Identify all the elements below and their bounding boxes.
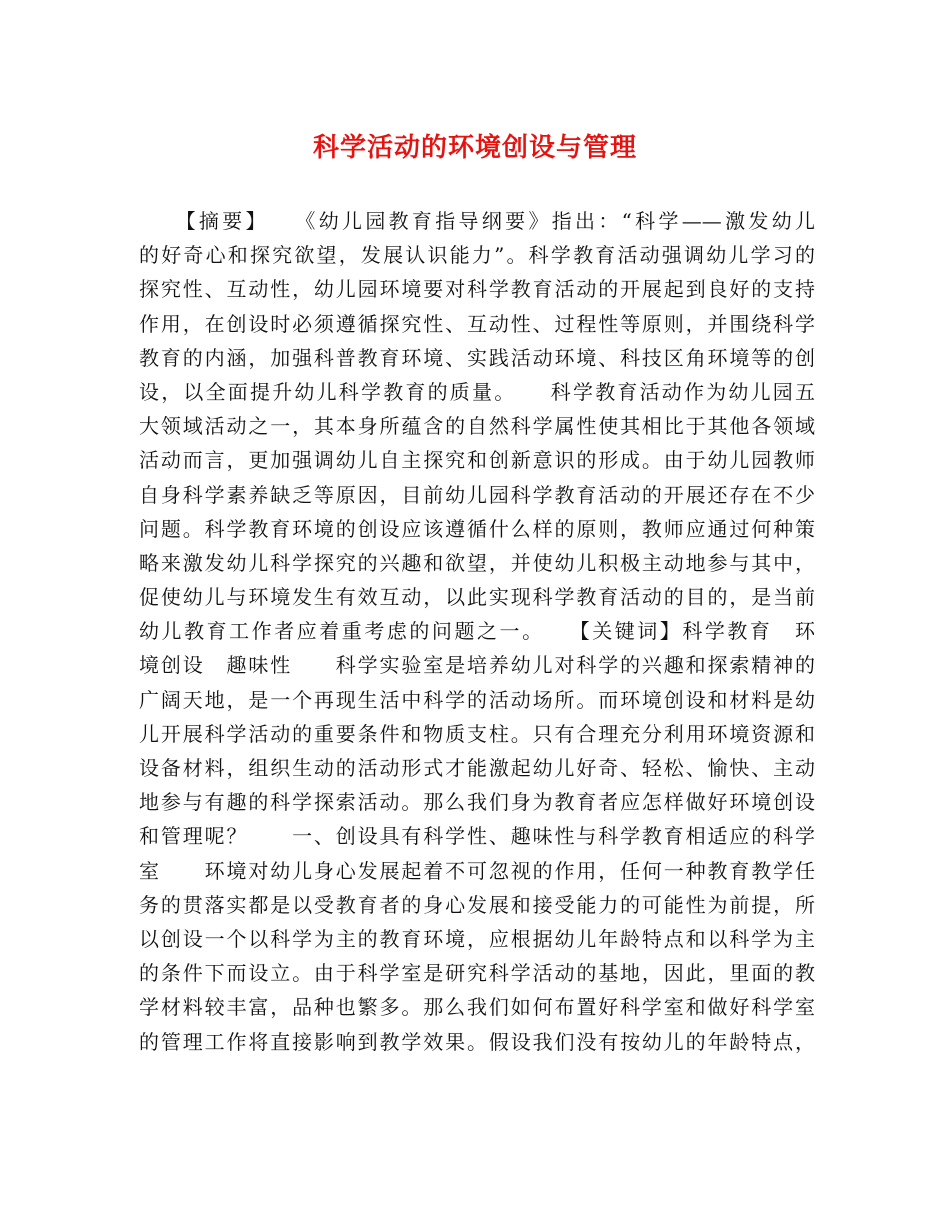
body-line: 作用，在创设时必须遵循探究性、互动性、过程性等原则，并围绕科学 <box>139 311 815 336</box>
body-line: 活动而言，更加强调幼儿自主探究和创新意识的形成。由于幼儿园教师 <box>139 448 815 473</box>
document-body <box>139 204 815 1059</box>
body-line: 学材料较丰富，品种也繁多。那么我们如何布置好科学室和做好科学室 <box>139 995 815 1020</box>
body-line: 以创设一个以科学为主的教育环境，应根据幼儿年龄特点和以科学为主 <box>139 926 815 951</box>
body-line: 的管理工作将直接影响到教学效果。假设我们没有按幼儿的年龄特点， <box>139 1029 815 1054</box>
body-line: 促使幼儿与环境发生有效互动，以此实现科学教育活动的目的，是当前 <box>139 585 815 610</box>
body-line: 地参与有趣的科学探索活动。那么我们身为教育者应怎样做好环境创设 <box>139 790 815 815</box>
body-line: 的条件下而设立。由于科学室是研究科学活动的基地，因此，里面的教 <box>139 961 815 986</box>
body-line: 广阔天地，是一个再现生活中科学的活动场所。而环境创设和材料是幼 <box>139 687 815 712</box>
body-line: 问题。科学教育环境的创设应该遵循什么样的原则，教师应通过何种策 <box>139 516 815 541</box>
body-line: 境创设 趣味性 科学实验室是培养幼儿对科学的兴趣和探索精神的 <box>139 653 815 678</box>
body-line: 务的贯落实都是以受教育者的身心发展和接受能力的可能性为前提，所 <box>139 892 815 917</box>
body-line: 大领域活动之一，其本身所蕴含的自然科学属性使其相比于其他各领域 <box>139 414 815 439</box>
body-line: 设备材料，组织生动的活动形式才能激起幼儿好奇、轻松、愉快、主动 <box>139 756 815 780</box>
body-line: 的好奇心和探究欲望，发展认识能力”。科学教育活动强调幼儿学习的 <box>139 243 815 268</box>
body-line: 儿开展科学活动的重要条件和物质支柱。只有合理充分利用环境资源和 <box>139 721 815 746</box>
body-line: 【摘要】 《幼儿园教育指导纲要》指出：“科学——激发幼儿 <box>139 209 815 233</box>
document-title: 科学活动的环境创设与管理 <box>312 133 637 163</box>
body-line: 自身科学素养缺乏等原因，目前幼儿园科学教育活动的开展还存在不少 <box>139 482 815 507</box>
body-line: 和管理呢？ 一、创设具有科学性、趣味性与科学教育相适应的科学 <box>139 824 815 849</box>
body-line: 设，以全面提升幼儿科学教育的质量。 科学教育活动作为幼儿园五 <box>139 379 815 404</box>
body-line: 探究性、互动性，幼儿园环境要对科学教育活动的开展起到良好的支持 <box>139 277 815 302</box>
body-line: 略来激发幼儿科学探究的兴趣和欲望，并使幼儿积极主动地参与其中， <box>139 550 815 575</box>
body-line: 教育的内涵，加强科普教育环境、实践活动环境、科技区角环境等的创 <box>139 345 815 370</box>
body-line: 幼儿教育工作者应着重考虑的问题之一。 【关键词】科学教育 环 <box>139 619 815 644</box>
body-line: 室 环境对幼儿身心发展起着不可忽视的作用，任何一种教育教学任 <box>139 858 815 883</box>
